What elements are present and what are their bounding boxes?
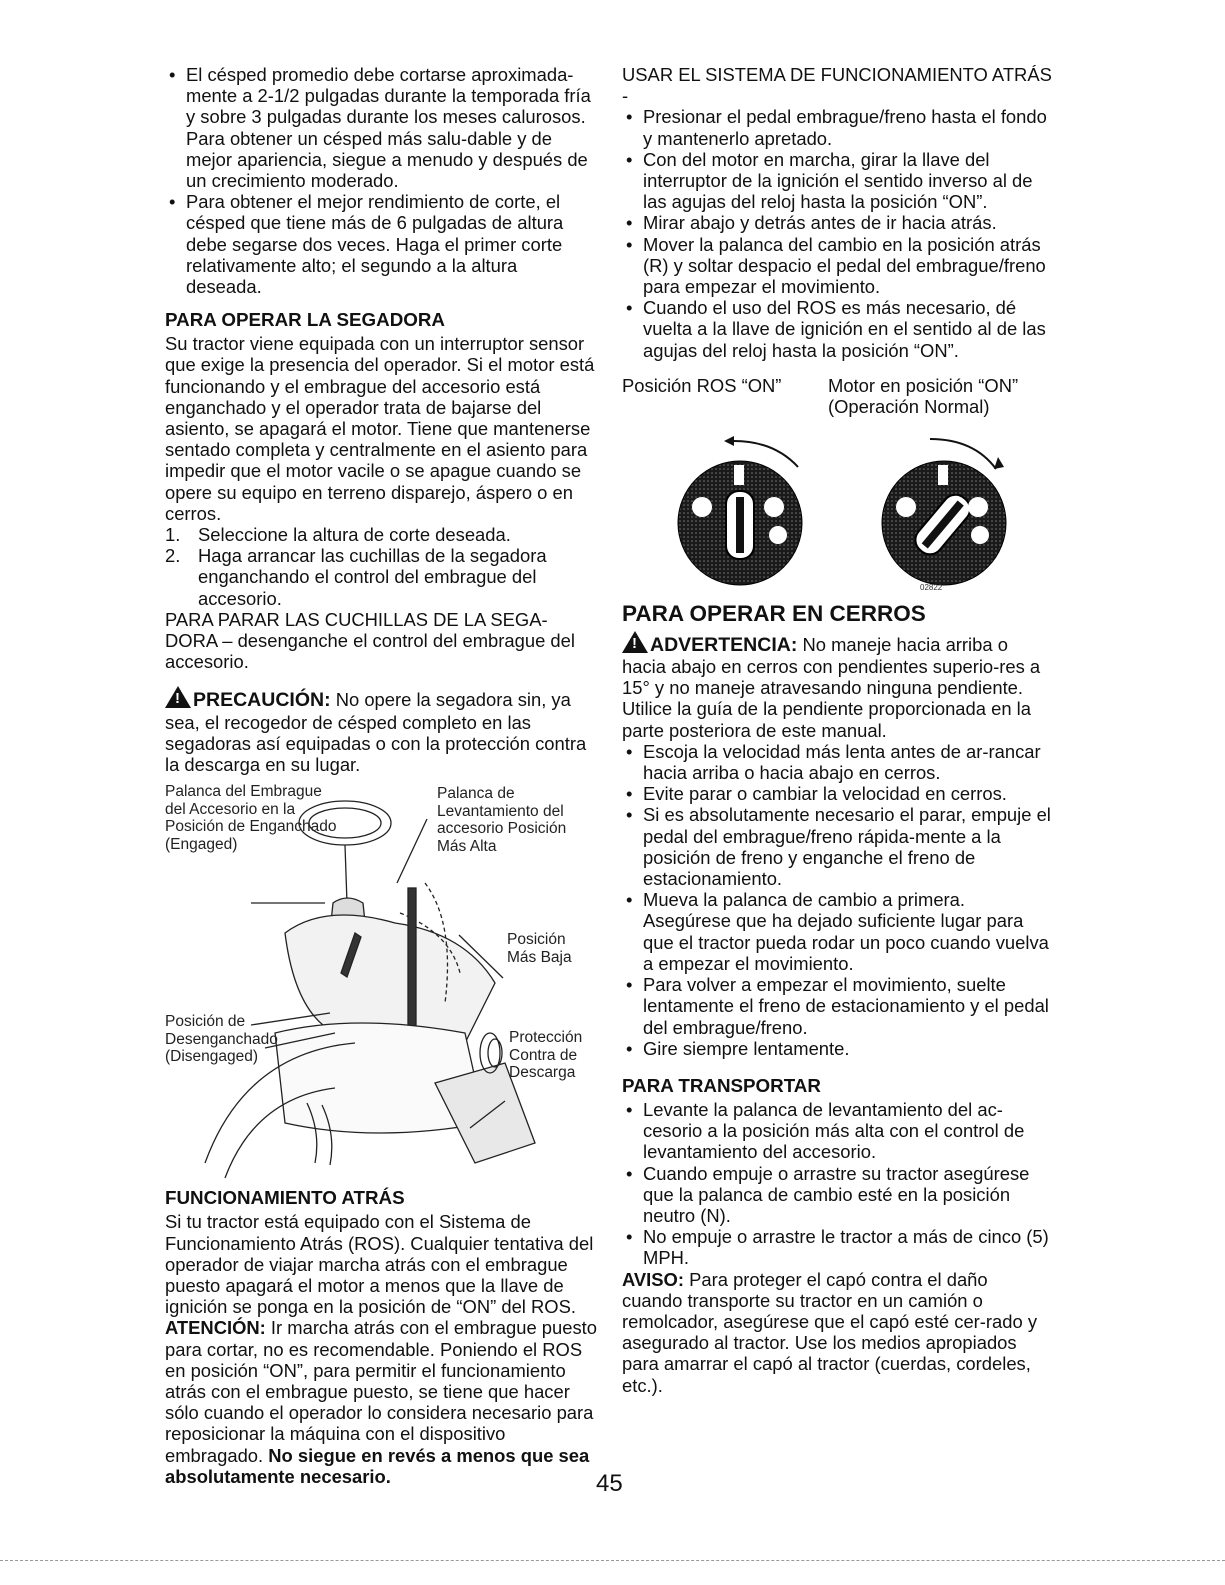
list-item: 1. Seleccione la altura de corte deseada.	[165, 524, 511, 546]
list-item: • Para obtener el mejor rendimiento de corte, el césped que tiene más de 6 pulgadas de altura debe segarse dos veces. Haga el primer corte relativamente alto; el segundo a la altura deseada.	[165, 191, 597, 297]
label-discharge-guard: Protección Contra de Descarga	[509, 1029, 583, 1082]
warning-text: No maneje hacia arriba o hacia abajo en cerros con pendientes superio-res a 15° y no maneje atravesando ninguna pendiente. Utilice la guía de la pendiente proporcionada en la parte posteriora de este manual.	[622, 633, 1041, 741]
usar-ros-list	[622, 106, 1052, 360]
caution-text: No opere la segadora sin, ya sea, el recogedor de césped completo en las segadoras así equipadas o con la protección contra la descarga en su lugar.	[165, 689, 587, 776]
cerros-list	[622, 741, 1052, 1059]
label-lower-position: Posición Más Baja	[507, 931, 572, 966]
list-item: • Mover la palanca del cambio en la posición atrás (R) y soltar despacio el pedal del embrague/freno para empezar el movimiento.	[622, 234, 1052, 298]
transportar-list	[622, 1099, 1052, 1269]
paragraph-operator-sensor: Su tractor viene equipada con un interruptor sensor que exige la presencia del operador. Si el motor está funcionando y el embrague del accesorio está enganchado y el operador trata de bajarse del asiento, se apagará el motor. Tiene que mantenerse sentado completa y centralmente en el asiento para impedir que el motor vacile o se apague cuando se opere su equipo en terreno disparejo, áspero o en cerros.	[165, 333, 595, 524]
aviso-label: AVISO:	[622, 1268, 684, 1290]
key-captions	[622, 375, 1052, 417]
section-heading-operar-segadora: PARA OPERAR LA SEGADORA	[165, 309, 445, 331]
warning-triangle-icon	[165, 686, 191, 708]
list-item: • Cuando el uso del ROS es más necesario, dé vuelta a la llave de ignición en el sentido al de las agujas del reloj hasta la posición “ON”.	[622, 297, 1052, 361]
aviso-paragraph: AVISO: Para proteger el capó contra el daño cuando transporte su tractor en un camión o remolcador, asegúrese que el capó esté cer-rado y asegurado al tractor. Use los medios apropiados para amarrar el capó al tractor (cuerdas, cordeles, etc.).	[622, 1268, 1038, 1396]
list-item: • Si es absolutamente necesario el parar, empuje el pedal del embrague/freno rápida-mente a la posición de freno y enganche el freno de estacionamiento.	[622, 804, 1052, 889]
atencion-bold-text: No siegue en revés a menos que sea absolutamente necesario.	[165, 1444, 590, 1487]
label-lift-lever: Palanca de Levantamiento del accesorio Posición Más Alta	[437, 785, 567, 855]
list-item: • Evite parar o cambiar la velocidad en cerros.	[622, 783, 1052, 804]
paragraph-atencion: ATENCIÓN: Ir marcha atrás con el embrague puesto para cortar, no es recomendable. Poniendo el ROS en posición “ON”, para permitir el funcionamiento atrás con el embrague puesto, se tiene que hacer sólo cuando el operador lo considera necesario para reposicionar la máquina con el dispositivo embragado. No siegue en revés a menos que sea absolutamente necesario.	[165, 1317, 598, 1487]
left-column	[165, 64, 597, 1487]
list-item: • Escoja la velocidad más lenta antes de ar-rancar hacia arriba o hacia abajo en cerros.	[622, 741, 1052, 783]
list-item: • Mueva la palanca de cambio a primera. Asegúrese que ha dejado suficiente lugar para que el tractor pueda rodar un poco cuando vuelva a empezar el movimiento.	[622, 889, 1052, 974]
list-item: • Mirar abajo y detrás antes de ir hacia atrás.	[622, 212, 1052, 233]
caution-label: PRECAUCIÓN:	[193, 689, 331, 712]
list-item: • Gire siempre lentamente.	[622, 1038, 1052, 1059]
caption-motor-on: Motor en posición “ON” (Operación Normal)	[828, 374, 1019, 417]
caption-ros-on: Posición ROS “ON”	[622, 374, 782, 396]
ignition-key-figure	[622, 431, 1052, 592]
ignition-switch-illustration	[622, 431, 1052, 589]
paragraph-stop-blades: PARA PARAR LAS CUCHILLAS DE LA SEGA-DORA – desenganche el control del embrague del accesorio.	[165, 608, 575, 673]
warning-label: ADVERTENCIA:	[650, 633, 798, 656]
list-item: • Para volver a empezar el movimiento, suelte lentamente el freno de estacionamiento y el pedal del embrague/freno.	[622, 974, 1052, 1038]
figure-code: 02822	[920, 582, 943, 592]
label-engaged-position: Palanca del Embrague del Accesorio en la Posición de Enganchado (Engaged)	[165, 783, 337, 853]
list-item: • Presionar el pedal embrague/freno hasta el fondo y mantenerlo apretado.	[622, 106, 1052, 148]
section-heading-funcionamiento-atras: FUNCIONAMIENTO ATRÁS	[165, 1187, 405, 1209]
usar-ros-heading: USAR EL SISTEMA DE FUNCIONAMIENTO ATRÁS -	[622, 64, 1052, 107]
section-heading-operar-cerros: PARA OPERAR EN CERROS	[622, 600, 926, 626]
warning-triangle-icon	[622, 631, 648, 653]
list-item: • No empuje o arrastre le tractor a más de cinco (5) MPH.	[622, 1226, 1052, 1268]
label-disengaged-position: Posición de Desenganchado (Disengaged)	[165, 1013, 278, 1066]
section-heading-transportar: PARA TRANSPORTAR	[622, 1074, 821, 1096]
bottom-divider	[0, 1560, 1225, 1561]
list-item: 2. Haga arrancar las cuchillas de la segadora enganchando el control del embrague del accesorio.	[165, 545, 547, 609]
list-item: • Levante la palanca de levantamiento del ac-cesorio a la posición más alta con el control de levantamiento del accesorio.	[622, 1099, 1052, 1163]
list-item: • Con del motor en marcha, girar la llave del interruptor de la ignición el sentido inverso al de las agujas del reloj hasta la posición “ON”.	[622, 149, 1052, 213]
list-item: • Cuando empuje o arrastre su tractor asegúrese que la palanca de cambio esté en la posición neutro (N).	[622, 1163, 1052, 1227]
tractor-levers-figure	[165, 783, 597, 1181]
atencion-label: ATENCIÓN:	[165, 1317, 266, 1339]
page-number: 45	[596, 1470, 623, 1497]
list-item: • El césped promedio debe cortarse aproximada-mente a 2-1/2 pulgadas durante la temporada fría y sobre 3 pulgadas durante los meses calurosos. Para obtener un césped más salu-dable y de mejor apariencia, siegue a menudo y después de un crecimiento moderado.	[165, 64, 597, 191]
caution-paragraph	[165, 686, 597, 775]
steps-list	[165, 524, 597, 609]
warning-paragraph	[622, 631, 1052, 741]
mowing-tips-list	[165, 64, 597, 297]
paragraph-ros: Si tu tractor está equipado con el Sistema de Funcionamiento Atrás (ROS). Cualquier tentativa del operador de viajar marcha atrás con el embrague puesto apagará el motor a menos que la llave de ignición se ponga en la posición de “ON” del ROS.	[165, 1211, 594, 1318]
right-column	[622, 64, 1052, 1396]
